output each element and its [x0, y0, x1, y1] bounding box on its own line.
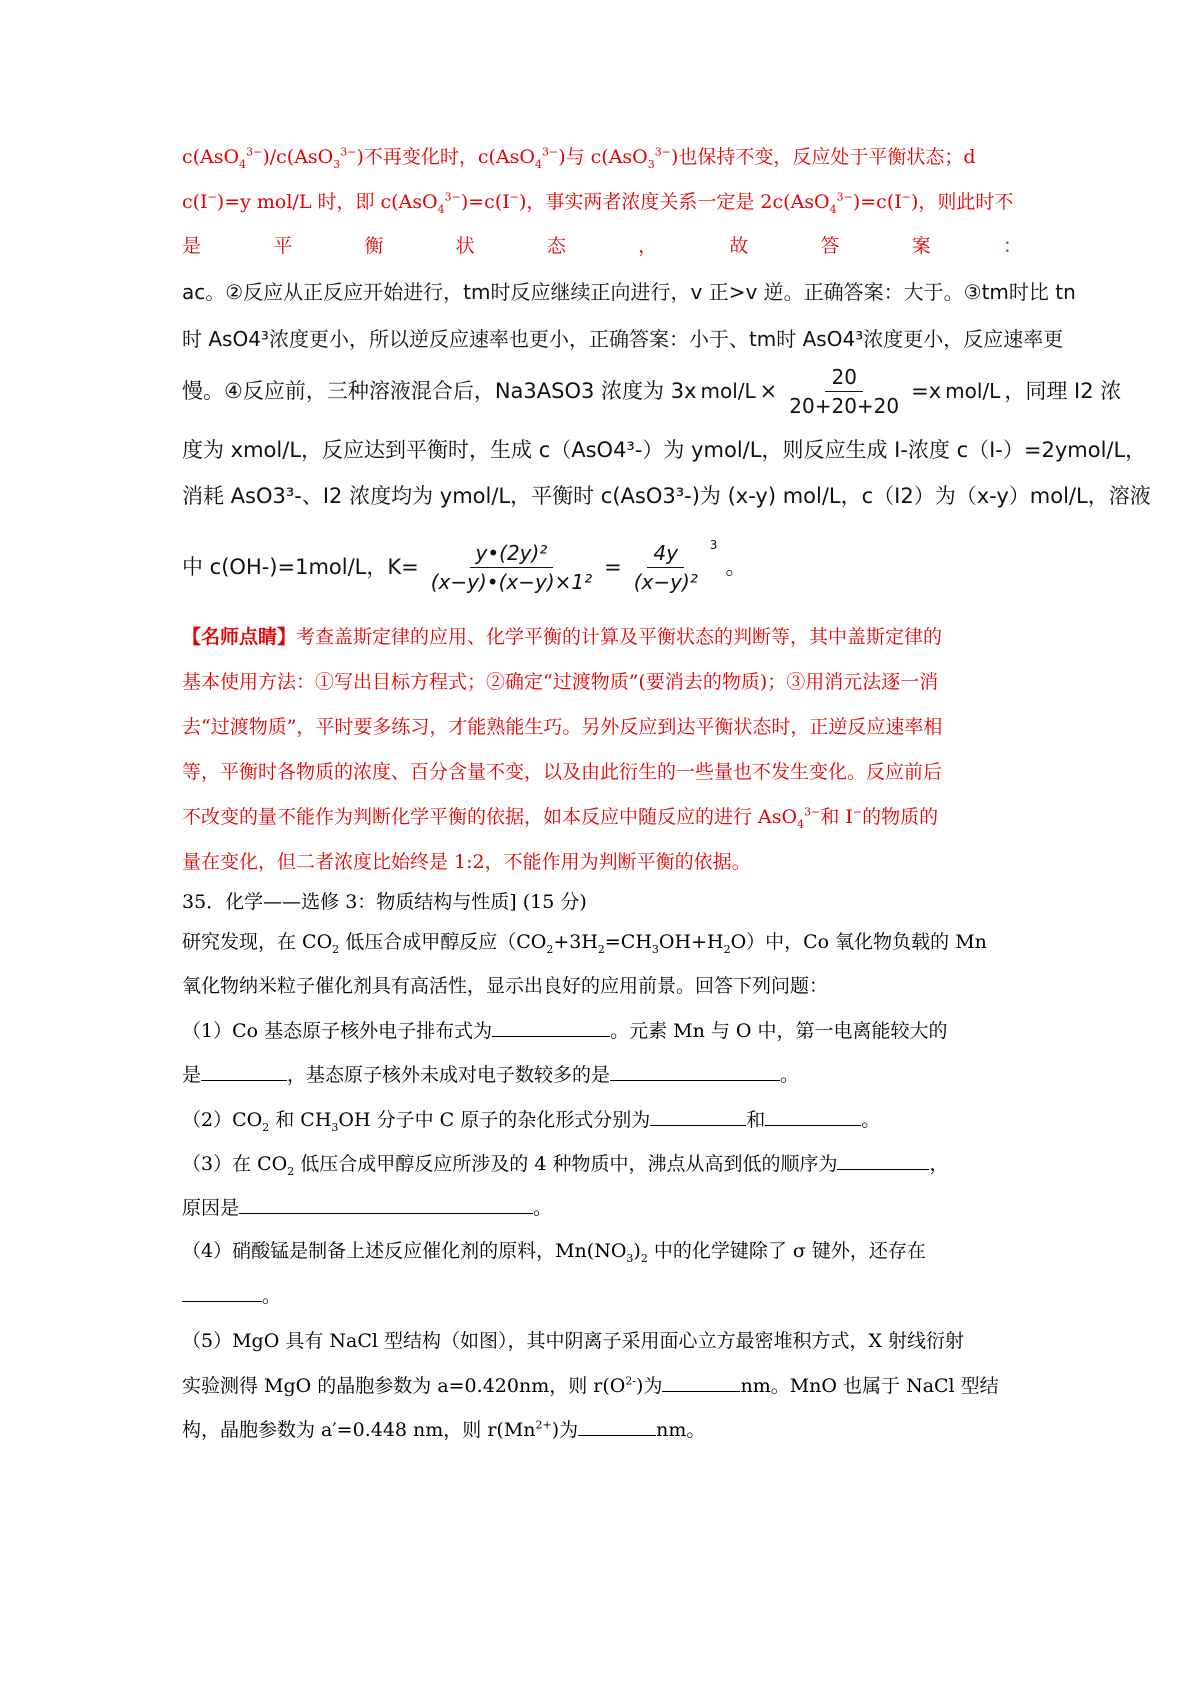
text: ): [633, 1240, 641, 1262]
text: 的物质的: [862, 806, 939, 828]
answer-blank[interactable]: [650, 1107, 746, 1126]
subscript: 3: [331, 1120, 339, 1134]
text: 原因是: [182, 1197, 240, 1219]
answer-line-6: [182, 364, 1122, 418]
text: )为: [636, 1375, 663, 1397]
text: 。: [262, 1285, 282, 1307]
numerator: 20: [825, 365, 862, 392]
tip-title: 【名师点睛】: [182, 626, 297, 648]
text: 慢。④反应前，三种溶液混合后，Na3ASO3 浓度为 3x: [182, 379, 697, 403]
subscript: 2: [546, 942, 554, 956]
text: 考查盖斯定律的应用、化学平衡的计算及平衡状态的判断等，其中盖斯定律的: [296, 626, 943, 648]
answer-blank[interactable]: [765, 1107, 861, 1126]
char: 平: [273, 235, 293, 257]
answer-line-2: [182, 190, 1022, 214]
question-1-line-2: [182, 1062, 1022, 1087]
superscript: −: [852, 805, 863, 819]
question-1-line-1: [182, 1018, 1022, 1043]
question-5-line-2: [182, 1373, 1022, 1398]
subscript: 3: [647, 157, 655, 171]
answer-line-5: 时 AsO4³浓度更小，所以逆反应速率也更小，正确答案：小于、tm时 AsO4³浓度更小，反应速率更: [182, 327, 1064, 351]
superscript: −: [901, 190, 911, 204]
fraction: [783, 365, 905, 418]
answer-blank[interactable]: [492, 1018, 610, 1037]
text: 。: [861, 1109, 881, 1131]
superscript: 3−: [654, 145, 671, 159]
answer-blank[interactable]: [837, 1151, 929, 1170]
text: O）中，Co 氧化物负载的 Mn: [730, 931, 987, 953]
question-2: [182, 1107, 1022, 1132]
answer-blank[interactable]: [239, 1195, 533, 1214]
text: OH+H: [658, 931, 724, 953]
text: c(AsO: [182, 146, 240, 168]
text: 。: [533, 1197, 553, 1219]
char: ，: [638, 235, 658, 257]
text: 中的化学键除了 σ 键外，还存在: [647, 1240, 926, 1262]
numerator: y•(2y)²: [470, 541, 554, 568]
denominator: 20+20+20: [789, 393, 900, 418]
subscript: 4: [829, 202, 837, 216]
tip-line-2: 基本使用方法：①写出目标方程式；②确定“过渡物质”(要消去的物质)；③用消元法逐一消: [182, 671, 939, 693]
subscript: 2: [640, 1251, 648, 1265]
text: 和: [746, 1109, 766, 1131]
superscript: 3−: [804, 805, 821, 819]
subscript: 2: [597, 942, 605, 956]
question-3-line-2: [182, 1195, 1022, 1220]
text: 低压合成甲醇反应所涉及的 4 种物质中，沸点从高到低的顺序为: [294, 1153, 838, 1175]
fraction: [628, 541, 704, 594]
subscript: 4: [437, 202, 445, 216]
text: 。元素 Mn 与 O 中，第一电离能较大的: [610, 1020, 948, 1042]
text: )/c(AsO: [262, 146, 334, 168]
char: 是: [182, 235, 202, 257]
superscript: 3−: [444, 190, 461, 204]
text: （1）Co 基态原子核外电子排布式为: [182, 1020, 493, 1042]
superscript: 2+: [535, 1418, 552, 1432]
text: +3H: [553, 931, 598, 953]
text: 。: [780, 1064, 800, 1086]
superscript: 3−: [340, 145, 357, 159]
subscript: 4: [239, 157, 247, 171]
text: )，则此时不: [910, 191, 1014, 213]
tip-line-6: 量在变化，但二者浓度比始终是 1:2，不能作用为判断平衡的依据。: [182, 851, 751, 873]
answer-line-3: [182, 234, 1022, 258]
text: )不再变化时，c(AsO: [356, 146, 535, 168]
answer-blank[interactable]: [578, 1417, 656, 1436]
char: 状: [455, 235, 475, 257]
char: 衡: [364, 235, 384, 257]
question-3-line-1: [182, 1151, 1022, 1176]
text: =x: [911, 379, 942, 403]
subscript: 3: [651, 942, 659, 956]
superscript: −: [207, 190, 217, 204]
text: （2）CO: [182, 1109, 263, 1131]
text: =CH: [604, 931, 652, 953]
superscript: −: [509, 190, 519, 204]
text: )=c(I: [460, 191, 510, 213]
numerator: 4y: [647, 541, 684, 568]
answer-line-8: 消耗 AsO3³-、I2 浓度均为 ymol/L，平衡时 c(AsO3³-)为 (x-y) mol/L，c（I2）为（x-y）mol/L，溶液: [182, 484, 1151, 508]
text: 和 CH: [269, 1109, 332, 1131]
text: ×: [759, 379, 778, 403]
text: )也保持不变，反应处于平衡状态；d: [670, 146, 976, 168]
char: ：: [1002, 235, 1022, 257]
text: nm。: [656, 1419, 706, 1441]
fraction: [425, 541, 598, 594]
text: ，基态原子核外未成对电子数较多的是: [287, 1064, 611, 1086]
question-5-line-3: [182, 1417, 1022, 1442]
denominator: (x−y)•(x−y)×1²: [430, 569, 593, 594]
subscript: 3: [333, 157, 341, 171]
text: ，同理 I2 浓: [1004, 379, 1122, 403]
text: nm。MnO 也属于 NaCl 型结: [740, 1375, 999, 1397]
char: 态: [546, 235, 566, 257]
subscript: 2: [262, 1120, 270, 1134]
question-intro-2: 氧化物纳米粒子催化剂具有高活性，显示出良好的应用前景。回答下列问题：: [182, 975, 829, 997]
superscript: 3−: [541, 145, 559, 159]
subscript: 2: [723, 942, 731, 956]
text: 低压合成甲醇反应（CO: [339, 931, 547, 953]
superscript: 2-: [625, 1374, 637, 1388]
unit: mol/L: [700, 379, 756, 403]
text: （3）在 CO: [182, 1153, 288, 1175]
text: )与 c(AsO: [558, 146, 648, 168]
subscript: 2: [332, 942, 340, 956]
text: 中 c(OH-)=1mol/L，K=: [182, 555, 419, 579]
question-4-line-1: [182, 1239, 1022, 1263]
answer-blank[interactable]: [201, 1062, 287, 1081]
char: 故: [729, 235, 749, 257]
text: 研究发现，在 CO: [182, 931, 333, 953]
text: =: [604, 555, 622, 579]
answer-blank[interactable]: [610, 1062, 780, 1081]
text: )=c(I: [852, 191, 902, 213]
char: 答: [820, 235, 840, 257]
text: 不改变的量不能作为判断化学平衡的依据，如本反应中随反应的进行 AsO: [182, 806, 798, 828]
answer-blank[interactable]: [662, 1373, 740, 1392]
answer-line-1: [182, 145, 1022, 169]
question-4-line-2: [182, 1283, 1022, 1308]
text: )为: [551, 1419, 579, 1441]
text: OH 分子中 C 原子的杂化形式分别为: [338, 1109, 651, 1131]
unit: mol/L: [945, 379, 1001, 403]
subscript: 4: [534, 157, 542, 171]
answer-line-4: ac。②反应从正反应开始进行，tm时反应继续正向进行，v 正>v 逆。正确答案：大于。③tm时比 tn: [182, 280, 1076, 304]
tip-line-4: 等，平衡时各物质的浓度、百分含量不变，以及由此衍生的一些量也不发生变化。反应前后: [182, 761, 943, 783]
subscript: 2: [287, 1164, 295, 1178]
denominator: (x−y)²: [633, 569, 698, 594]
text: 实验测得 MgO 的晶胞参数为 a=0.420nm，则 r(O: [182, 1375, 626, 1397]
subscript: 3: [626, 1251, 634, 1265]
question-5-line-1: （5）MgO 具有 NaCl 型结构（如图），其中阴离子采用面心立方最密堆积方式，X 射线衍射: [182, 1330, 965, 1352]
answer-blank[interactable]: [182, 1283, 262, 1302]
char: 案: [911, 235, 931, 257]
superscript: 3−: [246, 145, 263, 159]
superscript: 3−: [836, 190, 853, 204]
text: 。: [725, 555, 747, 579]
text: 是: [182, 1064, 202, 1086]
text: 构，晶胞参数为 a′=0.448 nm，则 r(Mn: [182, 1419, 536, 1441]
text: )，事实两者浓度关系一定是 2c(AsO: [518, 191, 830, 213]
question-intro-1: [182, 930, 1022, 954]
tip-line-3: 去“过渡物质”，平时要多练习，才能熟能生巧。另外反应到达平衡状态时，正逆反应速率相: [182, 716, 943, 738]
text: )=y mol/L 时，即 c(AsO: [216, 191, 438, 213]
text: （4）硝酸锰是制备上述反应催化剂的原料，Mn(NO: [182, 1240, 627, 1262]
question-header: 35．化学——选修 3：物质结构与性质] (15 分): [182, 891, 587, 913]
tip-line-5: [182, 805, 1022, 829]
text: ，: [929, 1153, 949, 1175]
subscript: 4: [797, 817, 805, 831]
tip-line-1: [182, 625, 1022, 649]
text: c(I: [182, 191, 208, 213]
answer-line-9: 中 c(OH-)=1mol/L，K= $\frac{\text{y•(2y)²}}{\text{(x−y)•(x−y)×1²}}$ = $\frac{4y}{\text{(x−y)²}}$ $^3$ 。: [182, 538, 747, 594]
text: 和 I: [820, 806, 853, 828]
answer-line-7: 度为 xmol/L，反应达到平衡时，生成 c（AsO4³-）为 ymol/L，则反应生成 I-浓度 c（I-）=2ymol/L，: [182, 438, 1147, 462]
